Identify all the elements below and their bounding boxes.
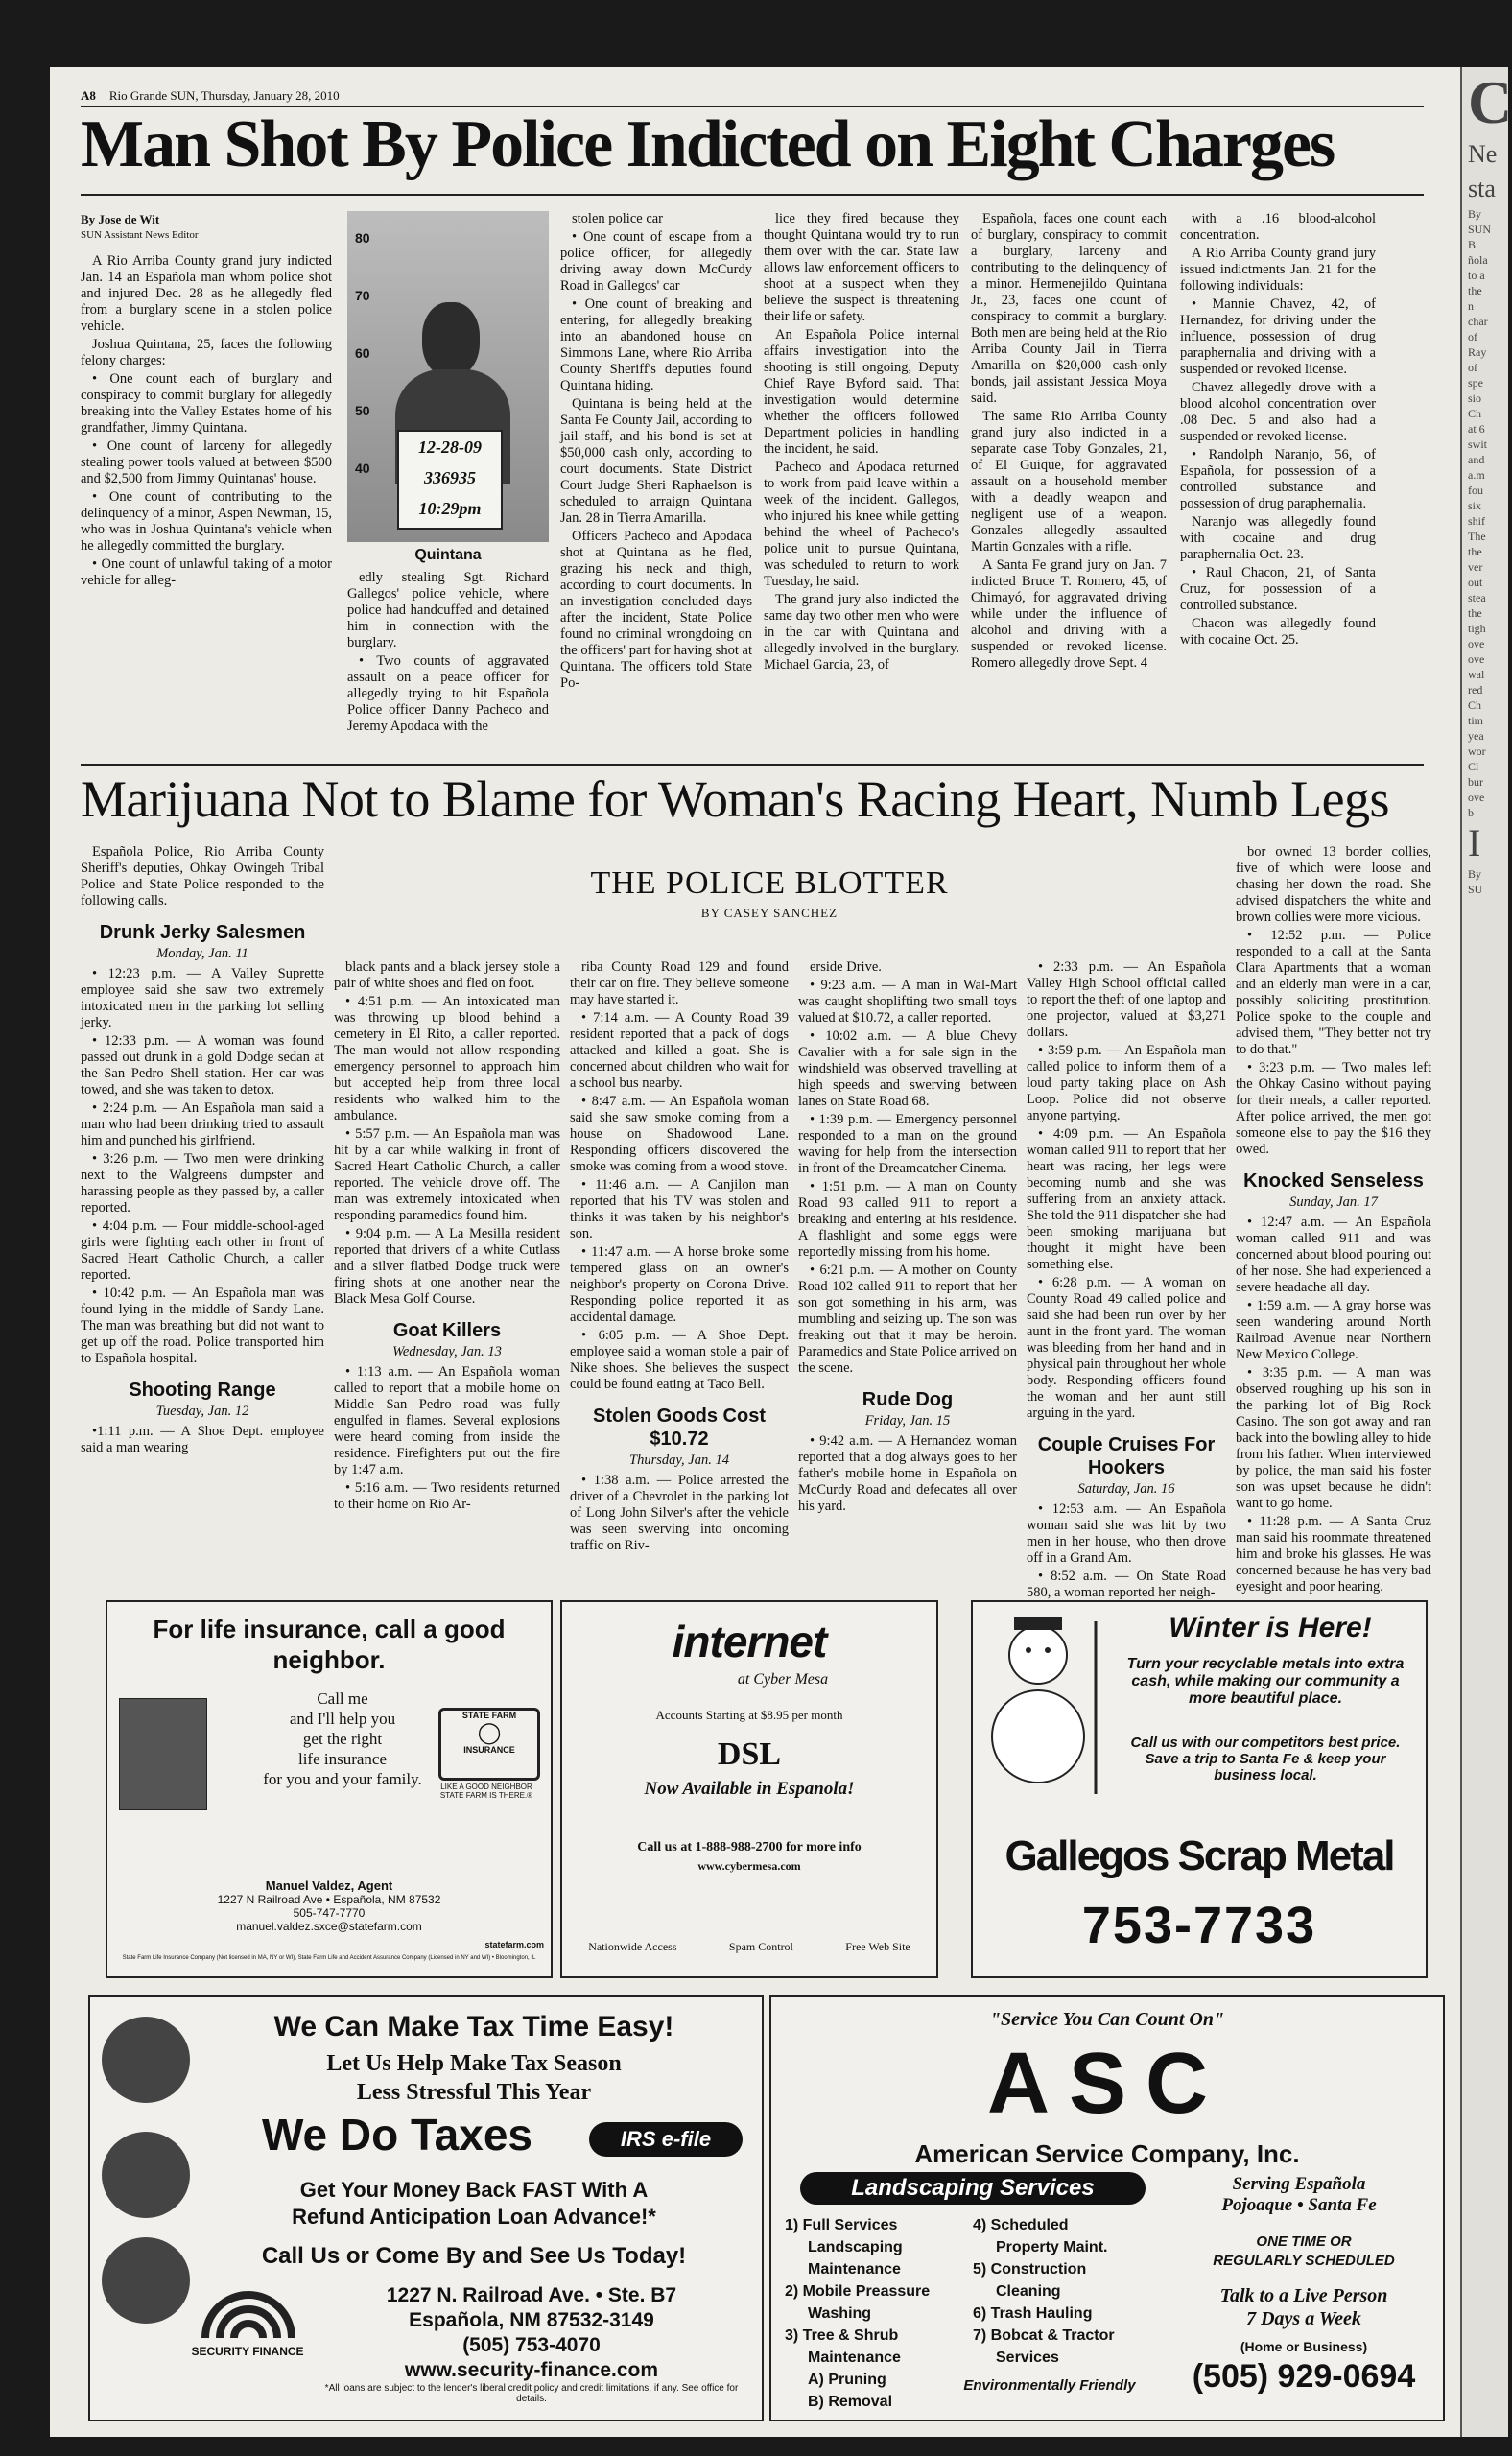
agent-email: manuel.valdez.sxce@statefarm.com: [236, 1920, 422, 1933]
ad-dsl: DSL: [717, 1736, 782, 1772]
paragraph: The grand jury also indicted the same day two other men who were in the car with Quintana and allegedly involved in the burglary. Michael Garcia, 23, of: [764, 592, 959, 673]
paragraph: • 9:04 p.m. — A La Mesilla resident reported that drivers of a white Cutlass and a silver flatbed Dodge truck were firing shots at one another near the Black Mesa Golf Course.: [334, 1226, 560, 1307]
paragraph: • 1:59 a.m. — A gray horse was seen wandering around North Railroad Avenue near Northern New Mexico College.: [1236, 1298, 1431, 1362]
edge-text: spe: [1468, 376, 1483, 390]
edge-text: the: [1468, 606, 1482, 620]
feature: Spam Control: [728, 1940, 793, 1953]
headline-blotter: Marijuana Not to Blame for Woman's Racing Heart, Numb Legs: [81, 770, 1390, 828]
talk-live: Talk to a Live Person: [1219, 2285, 1388, 2306]
dateline: Wednesday, Jan. 13: [392, 1344, 502, 1359]
ad-body-2: Call us with our competitors best price. Save a trip to Santa Fe & keep your business local.: [1130, 1735, 1401, 1783]
paragraph: • Randolph Naranjo, 56, of Española, for possession of a controlled substance and possession of drug paraphernalia.: [1180, 447, 1376, 511]
ad-features: [562, 1940, 936, 1954]
edge-text: of: [1468, 361, 1477, 374]
tax-line: We Can Make Tax Time Easy!: [273, 2011, 674, 2043]
edge-text: char: [1468, 315, 1488, 328]
paragraph: • 12:23 p.m. — A Valley Suprette employee said she saw two extremely intoxicated men in the parking lot selling jerky.: [81, 966, 324, 1030]
story1-col5: [971, 211, 1167, 758]
paragraph: • 7:14 a.m. — A County Road 39 resident reported that a pack of dogs attacked and killed a goat. She is concerned about children who wait for a school bus nearby.: [570, 1010, 789, 1091]
tax-fine-print: *All loans are subject to the lender's liberal credit policy and credit limitations, if any. See office for details.: [324, 2383, 739, 2404]
snowman-icon: [980, 1612, 1115, 1804]
height-mark: 60: [355, 345, 370, 361]
edge-text: ove: [1468, 652, 1485, 666]
blotter-byline: BY CASEY SANCHEZ: [700, 906, 839, 920]
paragraph: • 1:39 p.m. — Emergency personnel responded to a man on the ground waving for help from the intersection in front of the Dreamcatcher Cinema.: [798, 1112, 1017, 1176]
ad-company: Gallegos Scrap Metal: [1004, 1832, 1394, 1879]
subhead: Knocked Senseless: [1243, 1170, 1424, 1192]
blotter-col2: [334, 959, 560, 1641]
edge-text: ove: [1468, 637, 1485, 650]
agent-info: [107, 1878, 551, 1933]
paragraph: • One count each of burglary and conspiracy to commit burglary for allegedly breaking into the Valley Estates home of his grandfather, Jimmy Quintana.: [81, 371, 332, 436]
service-item: A) Pruning: [808, 2372, 886, 2388]
service-item: 4) Scheduled: [973, 2217, 1069, 2233]
ad-url: statefarm.com: [484, 1940, 544, 1949]
paragraph: • 6:28 p.m. — A woman on County Road 49 called police and said she had been run over by her aunt in the front yard. The woman was bleeding from her hand and in physical pain throughout her whole body. Responding officers found the woman and her aunt still arguing in the yard.: [1027, 1275, 1226, 1421]
edge-text: wal: [1468, 668, 1485, 681]
paragraph: • 5:16 a.m. — Two residents returned to their home on Rio Ar-: [334, 1480, 560, 1512]
story1-col3: [560, 211, 752, 758]
tax-line: Refund Anticipation Loan Advance!*: [292, 2205, 656, 2229]
paragraph: • 11:28 p.m. — A Santa Cruz man said his roommate threatened him and broke his glasses. He was concerned because he has very bad eyesight and poor hearing.: [1236, 1514, 1431, 1594]
edge-text: of: [1468, 330, 1477, 343]
paragraph: • 6:05 p.m. — A Shoe Dept. employee said a woman stole a pair of Nike shoes. She believes the suspect could be found eating at Taco Bell.: [570, 1328, 789, 1392]
ad-headline: For life insurance, call a good neighbor.: [153, 1615, 506, 1674]
edge-text: red: [1468, 683, 1483, 697]
feature: Nationwide Access: [588, 1940, 677, 1953]
paragraph: Quintana is being held at the Santa Fe County Jail, according to jail staff, and his bond is set at $50,000 cash only, according to court documents. State District Court Judge Sheri Raphaelson is scheduled to arraign Quintana Jan. 28 in Tierra Amarilla.: [560, 396, 752, 526]
ad-subtitle: at Cyber Mesa: [737, 1671, 829, 1688]
ad-dsl-sub: Now Available in Espanola!: [644, 1779, 855, 1799]
paragraph: Pacheco and Apodaca returned to work from paid leave within a week of the incident. Gallegos, who injured his knee while getting behind the wheel of Pacheco's police unit to pursue Quintana, was scheduled to return to work Tuesday, he said.: [764, 460, 959, 589]
edge-text: tigh: [1468, 622, 1486, 635]
ad-phone: 753-7733: [1081, 1897, 1317, 1954]
tax-preparer-photo: [102, 2017, 190, 2103]
service-item: Washing: [808, 2305, 872, 2322]
ad-phone: (505) 929-0694: [1192, 2358, 1416, 2395]
logo-bottom: INSURANCE: [463, 1745, 515, 1755]
edge-text: stea: [1468, 591, 1486, 604]
address-line: Española, NM 87532-3149: [409, 2309, 654, 2331]
body-line: get the right: [302, 1730, 383, 1748]
edge-text: ver: [1468, 560, 1483, 574]
paragraph: • 11:46 a.m. — A Canjilon man reported that his TV was stolen and thinks it was taken by his neighbor's son.: [570, 1177, 789, 1241]
edge-text: a.m: [1468, 468, 1485, 482]
ad-state-farm: [106, 1600, 553, 1978]
serving-line-2: Pojoaque • Santa Fe: [1221, 2195, 1377, 2215]
edge-text: ñola: [1468, 253, 1488, 267]
edge-text: tim: [1468, 714, 1484, 727]
blotter-col1: [81, 844, 324, 1641]
paragraph: Chavez allegedly drove with a blood alcohol concentration over .08 Dec. 5 and also had a suspended or revoked license.: [1180, 380, 1376, 444]
ad-tagline: "Service You Can Count On": [989, 2009, 1225, 2030]
agent-name: Manuel Valdez, Agent: [265, 1878, 393, 1893]
tax-address: [311, 2283, 752, 2383]
edge-text: the: [1468, 545, 1482, 558]
paragraph: • 12:33 p.m. — A woman was found passed out drunk in a gold Dodge sedan at the San Pedro Shell station. Her car was towed, and she was taken to detox.: [81, 1033, 324, 1098]
paragraph: The same Rio Arriba County grand jury also indicted in a separate case Toby Gonzales, 21, of El Guique, for aggravated assault on a household member with a deadly weapon and negligent use of a weapon. Gonzales allegedly assaulted Martin Gonzales with a rifle.: [971, 409, 1167, 555]
paragraph: • 4:51 p.m. — An intoxicated man was throwing up blood behind a cemetery in El Rito, a caller reported. The man would not allow responding emergency personnel to approach him but accepted help from three local residents who walked him to the ambulance.: [334, 994, 560, 1123]
edge-text: b: [1468, 806, 1474, 819]
story1-col2: [347, 570, 549, 762]
paragraph: • 5:57 p.m. — An Española man was hit by a car while walking in front of Sacred Heart Catholic Church, a caller reported. The vehicle drove off. The man was extremely intoxicated when responding paramedics found him.: [334, 1126, 560, 1223]
agent-phone: 505-747-7770: [293, 1906, 366, 1920]
paragraph: • One count of breaking and entering, for allegedly breaking into an abandoned house on Simmons Lane, where Rio Arriba County Sheriff's deputies found Quintana hiding.: [560, 296, 752, 393]
body-line: Call me: [317, 1689, 368, 1708]
subhead: Drunk Jerky Salesmen: [99, 922, 306, 943]
story1-col1: [81, 211, 332, 748]
service-item: 6) Trash Hauling: [973, 2305, 1093, 2322]
paragraph: with a .16 blood-alcohol concentration.: [1180, 211, 1376, 243]
dateline: Thursday, Jan. 14: [629, 1452, 729, 1468]
placard-time: 10:29pm: [418, 499, 482, 518]
edge-text: and: [1468, 453, 1485, 466]
dateline: Saturday, Jan. 16: [1077, 1481, 1175, 1497]
paragraph: lice they fired because they thought Quintana would try to run them over with the car. State law allows law enforcement officers to shoot at a suspect when they believe the suspect is threatening their life or safety.: [764, 211, 959, 324]
paragraph: • 4:09 p.m. — An Española woman called 911 to report that her heart was racing, her legs were becoming numb and she was suffering from an anxiety attack. She told the 911 dispatcher she had been smoking marijuana but thought it might have been something else.: [1027, 1126, 1226, 1272]
paragraph: • 1:38 a.m. — Police arrested the driver of a Chevrolet in the parking lot of Long John Silver's after the vehicle was seen swerving into oncoming traffic on Riv-: [570, 1473, 789, 1553]
edge-text: Ray: [1468, 345, 1487, 359]
tax-line: Let Us Help Make Tax Season: [326, 2051, 622, 2076]
url: www.security-finance.com: [404, 2359, 659, 2381]
paragraph: Española Police, Rio Arriba County Sheriff's deputies, Ohkay Owingeh Tribal Police and State Police responded to the following calls.: [81, 844, 324, 909]
service-item: Landscaping: [808, 2239, 903, 2255]
paragraph: A Rio Arriba County grand jury issued indictments Jan. 21 for the following individuals:: [1180, 246, 1376, 294]
ad-gallegos-scrap: [971, 1600, 1428, 1978]
paragraph: • 2:33 p.m. — An Española Valley High School official called to report the theft of one laptop and one projector, valued at $3,271 dollars.: [1027, 959, 1226, 1040]
folio: [81, 88, 340, 104]
byline: By Jose de Wit: [81, 212, 160, 226]
edge-text: wor: [1468, 744, 1486, 758]
dateline: Monday, Jan. 11: [156, 946, 248, 961]
ad-price: Accounts Starting at $8.95 per month: [655, 1708, 843, 1722]
paper-dateline: Rio Grande SUN, Thursday, January 28, 2010: [108, 88, 340, 103]
dateline: Tuesday, Jan. 12: [155, 1404, 249, 1419]
paragraph: • 9:23 a.m. — A man in Wal-Mart was caught shoplifting two small toys valued at $10.72, a caller reported.: [798, 978, 1017, 1026]
ad-security-finance: [88, 1996, 764, 2421]
asc-logo: ASC: [986, 2036, 1228, 2132]
service-item: 5) Construction: [973, 2261, 1087, 2278]
edge-text: Ch: [1468, 407, 1482, 420]
edge-text: The: [1468, 530, 1486, 543]
security-finance-logo-text: SECURITY FINANCE: [191, 2345, 304, 2358]
serving-line: Serving Española: [1232, 2174, 1366, 2194]
subhead: Rude Dog: [862, 1389, 954, 1410]
paragraph: An Española Police internal affairs investigation into the shooting is still ongoing, Deputy Chief Raye Byford said. That investigation would determine whether the officers followed Department policies in handling the incident, he said.: [764, 327, 959, 457]
state-farm-logo: [438, 1708, 540, 1781]
story1-col6: [1180, 211, 1376, 758]
edge-text: Ne: [1468, 140, 1498, 168]
edge-text: B: [1468, 238, 1477, 251]
paragraph: • 8:52 a.m. — On State Road 580, a woman reported her neigh-: [1027, 1569, 1226, 1600]
height-mark: 70: [355, 288, 370, 303]
subhead: Shooting Range: [129, 1380, 276, 1401]
byline-title: SUN Assistant News Editor: [81, 229, 199, 241]
paragraph: • Two counts of aggravated assault on a peace officer for allegedly trying to hit Española Police officer Danny Pacheco and Jeremy Apodaca with the: [347, 653, 549, 734]
newspaper-page: [50, 67, 1460, 2437]
service-item: Cleaning: [996, 2283, 1061, 2300]
ad-company: American Service Company, Inc.: [914, 2139, 1300, 2168]
paragraph: • One count of escape from a police officer, for allegedly driving away down McCurdy Road in Gallegos' car: [560, 229, 752, 294]
paragraph: • 1:51 p.m. — A man on County Road 93 called 911 to report a breaking and entering at his residence. A flashlight and some eggs were reportedly missing from his home.: [798, 1179, 1017, 1260]
paragraph: • 1:13 a.m. — An Española woman called to report that a mobile home on Middle San Pedro road was fully engulfed in flames. Several explosions were heard coming from inside the residence. Firefighters put out the fire by 1:47 a.m.: [334, 1364, 560, 1477]
dateline: Sunday, Jan. 17: [1289, 1194, 1378, 1210]
logo-tagline: LIKE A GOOD NEIGHBOR STATE FARM IS THERE.®: [439, 1783, 533, 1800]
blotter-title: THE POLICE BLOTTER: [590, 865, 949, 901]
paragraph: • 3:26 p.m. — Two men were drinking next to the Walgreens dumpster and harassing people as they passed by, a caller reported.: [81, 1151, 324, 1216]
paragraph: • 10:42 p.m. — An Española man was found lying in the middle of Sandy Lane. The man was breathing but did not want to get up off the road. Police transported him to Española hospital.: [81, 1286, 324, 1366]
days: 7 Days a Week: [1246, 2308, 1361, 2329]
edge-text: to a: [1468, 269, 1485, 282]
paragraph: • 12:53 a.m. — An Española woman said she was hit by two men in her house, who then drove off in a Grand Am.: [1027, 1501, 1226, 1566]
paragraph: • One count of larceny for allegedly stealing power tools valued at between $500 and $2,500 from Jimmy Quintanas' house.: [81, 438, 332, 486]
ad-body: [251, 1688, 434, 1789]
ad-body: Turn your recyclable metals into extra cash, while making our community a more beautiful place.: [1126, 1656, 1405, 1707]
paragraph: • Mannie Chavez, 42, of Hernandez, for driving under the influence, possession of drug paraphernalia and driving with a suspended or revoked license.: [1180, 296, 1376, 377]
ad-band: Landscaping Services: [800, 2172, 1146, 2205]
paragraph: • 9:42 a.m. — A Hernandez woman reported that a dog always goes to her father's mobile home in Española on McCurdy Road and defecates all over his yard.: [798, 1433, 1017, 1514]
headline-main: Man Shot By Police Indicted on Eight Charges: [81, 107, 1335, 181]
edge-text: n: [1468, 299, 1474, 313]
height-mark: 80: [355, 230, 370, 246]
feature: Free Web Site: [845, 1940, 910, 1953]
edge-text: yea: [1468, 729, 1484, 743]
home-business: (Home or Business): [1240, 2339, 1368, 2354]
ad-title: Winter is Here!: [1169, 1612, 1372, 1643]
edge-text: Cl: [1468, 760, 1479, 773]
adjacent-page-edge: [1460, 67, 1512, 2437]
ad-fine-print: State Farm Life Insurance Company (Not licensed in MA, NY or WI), State Farm Life and Accident Assurance Company (Licensed in NY and WI) • Bloomington, IL: [122, 1955, 536, 1961]
paragraph: • 12:52 p.m. — Police responded to a call at the Santa Clara Apartments that a woman and an elderly man were in a car, possibly soliciting prostitution. Police spoke to the couple and advised them, "They better not try to do that.": [1236, 928, 1431, 1057]
dateline: Friday, Jan. 15: [864, 1413, 951, 1429]
paragraph: Española, faces one count each of burglary, conspiracy to commit a burglary, larceny and contributing to the delinquency of a minor. Hermenejildo Quintana Jr., 23, faces one count of conspiracy to commit a burglary. Both men are being held at the Rio Arriba County Jail in Tierra Amarilla on $20,000 cash-only bonds, jail assistant Jessica Moya said.: [971, 211, 1167, 406]
edge-text: SU: [1468, 883, 1483, 896]
edge-text: at 6: [1468, 422, 1485, 436]
paragraph: • 4:04 p.m. — Four middle-school-aged girls were fighting each other in front of Sacred Heart Catholic Church, a caller reported.: [81, 1218, 324, 1283]
service-item: Property Maint.: [996, 2239, 1108, 2255]
edge-text: ove: [1468, 791, 1485, 804]
service-item: 2) Mobile Preassure: [785, 2283, 931, 2300]
edge-text: out: [1468, 576, 1483, 589]
irs-efile-logo: IRS e-file: [589, 2122, 743, 2157]
paragraph: • 3:35 p.m. — A man was observed roughing up his son in the parking lot of Big Rock Casino. The son got away and ran back into the bowling alley to hide from his father. When interviewed by police, the man said his foster son was upset because he didn't want to go home.: [1236, 1365, 1431, 1511]
edge-text: swit: [1468, 437, 1488, 451]
booking-placard: [397, 430, 503, 530]
edge-text: shif: [1468, 514, 1485, 528]
paragraph: • 6:21 p.m. — A mother on County Road 102 called 911 to report that her son got something in his arm, was mumbling and seizing up. The son was freaking out that it may be heroin. Paramedics and State Police arrived on the scene.: [798, 1263, 1017, 1376]
service-item: Maintenance: [808, 2350, 901, 2366]
paragraph: • One count of contributing to the delinquency of a minor, Aspen Newman, 15, who was in Joshua Quintana's vehicle when he allegedly committed the burglary.: [81, 489, 332, 554]
paragraph: bor owned 13 border collies, five of which were loose and chasing her down the road. She advised dispatchers the white and brown collies were more vicious.: [1236, 844, 1431, 925]
edge-text: bur: [1468, 775, 1483, 789]
paragraph: Officers Pacheco and Apodaca shot at Quintana as he fled, grazing his neck and thigh, according to court documents. In an investigation concluded days after the incident, State Police found no criminal wrongdoing on the officers' part for having shot at Quintana. The officers told State Po-: [560, 529, 752, 691]
headline-rule: [81, 194, 1424, 196]
service-item: 7) Bobcat & Tractor: [973, 2327, 1115, 2344]
paragraph: • 8:47 a.m. — An Española woman said she saw smoke coming from a house on Shadowood Lane. Responding officers discovered the smoke was coming from a wood stove.: [570, 1094, 789, 1174]
services-mid: [973, 2214, 1165, 2369]
section-rule: [81, 764, 1424, 766]
logo-top: STATE FARM: [461, 1711, 517, 1720]
paragraph: • 10:02 a.m. — A blue Chevy Cavalier with a for sale sign in the windshield was observed travelling at high speeds and swerving between lanes on State Road 68.: [798, 1028, 1017, 1109]
edge-text: the: [1468, 284, 1482, 297]
paragraph: edly stealing Sgt. Richard Gallegos' police vehicle, where police had handcuffed and detained him in connection with the burglary.: [347, 570, 549, 650]
mugshot-photo: [347, 211, 549, 542]
blotter-col3: [570, 959, 789, 1641]
paragraph: • 12:47 a.m. — An Española woman called 911 and was concerned about blood pouring out of her nose. She had experienced a severe headache all day.: [1236, 1215, 1431, 1295]
photo-caption: Quintana: [414, 547, 482, 563]
logo-ovals-icon: ◯: [477, 1720, 502, 1744]
service-item: 3) Tree & Shrub: [785, 2327, 899, 2344]
placard-date: 12-28-09: [418, 437, 482, 457]
subhead: Goat Killers: [392, 1320, 502, 1341]
security-finance-logo-icon: [196, 2285, 301, 2343]
ad-url: www.cybermesa.com: [697, 1859, 801, 1873]
service-item: 1) Full Services: [785, 2217, 898, 2233]
paragraph: • One count of unlawful taking of a motor vehicle for alleg-: [81, 556, 332, 588]
ad-call: Call us at 1-888-988-2700 for more info: [637, 1840, 862, 1854]
tax-headline: We Do Taxes: [261, 2110, 533, 2160]
paragraph: Joshua Quintana, 25, faces the following felony charges:: [81, 337, 332, 368]
paragraph: black pants and a black jersey stole a pair of white shoes and fled on foot.: [334, 959, 560, 991]
body-line: life insurance: [297, 1750, 388, 1768]
paragraph: erside Drive.: [810, 959, 882, 975]
height-mark: 50: [355, 403, 370, 418]
edge-text: I: [1468, 821, 1481, 864]
paragraph: • 11:47 a.m. — A horse broke some tempered glass on an owner's neighbor's property on Corona Drive. Responding police reported it as accidental damage.: [570, 1244, 789, 1325]
ad-title: internet: [672, 1617, 827, 1666]
scheduled: REGULARLY SCHEDULED: [1213, 2253, 1395, 2269]
edge-text: sio: [1468, 391, 1482, 405]
edge-text: fou: [1468, 484, 1483, 497]
edge-text: sta: [1468, 175, 1496, 202]
services-left: [785, 2214, 977, 2413]
body-line: and I'll help you: [289, 1710, 396, 1728]
eco-badge: Environmentally Friendly: [963, 2377, 1136, 2394]
page-number: A8: [81, 88, 96, 103]
tax-line: Get Your Money Back FAST With A: [299, 2178, 649, 2202]
tax-line: Call Us or Come By and See Us Today!: [261, 2243, 687, 2269]
edge-text: SUN: [1468, 223, 1492, 236]
agent-address: 1227 N Railroad Ave • Española, NM 87532: [217, 1893, 441, 1906]
paragraph: • Raul Chacon, 21, of Santa Cruz, for possession of a controlled substance.: [1180, 565, 1376, 613]
blotter-col6: [1236, 844, 1431, 1641]
agent-photo: [119, 1698, 207, 1810]
service-item: Maintenance: [808, 2261, 901, 2278]
story1-col4: [764, 211, 959, 758]
paragraph: A Rio Arriba County grand jury indicted Jan. 14 an Española man whom police shot and injured Dec. 28 as he allegedly fled from a burglary scene in a stolen police vehicle.: [81, 253, 332, 334]
blotter-col5: [1027, 959, 1226, 1641]
paragraph: •1:11 p.m. — A Shoe Dept. employee said a man wearing: [81, 1424, 324, 1455]
height-mark: 40: [355, 460, 370, 476]
paragraph: riba County Road 129 and found their car on fire. They believe someone may have started it.: [570, 959, 789, 1007]
edge-text: By: [1468, 207, 1482, 221]
blotter-col4: [798, 959, 1017, 1641]
paragraph: stolen police car: [572, 211, 664, 226]
edge-text: By: [1468, 867, 1482, 881]
paragraph: A Santa Fe grand jury on Jan. 7 indicted Bruce T. Romero, 45, of Chimayó, for aggravated driving while under the influence of alcohol and driving with a suspended or revoked license. Romero allegedly drove Sept. 4: [971, 557, 1167, 671]
address-line: 1227 N. Railroad Ave. • Ste. B7: [386, 2284, 677, 2306]
service-item: Services: [996, 2350, 1059, 2366]
paragraph: Naranjo was allegedly found with cocaine and drug paraphernalia Oct. 23.: [1180, 514, 1376, 562]
paragraph: Chacon was allegedly found with cocaine Oct. 25.: [1180, 616, 1376, 648]
paragraph: • 3:59 p.m. — An Española man called police to inform them of a loud party taking place on Ash Loop. Police did not observe anyone partying.: [1027, 1043, 1226, 1123]
subhead: Stolen Goods Cost $10.72: [593, 1405, 766, 1450]
tax-preparer-photo: [102, 2132, 190, 2218]
one-time: ONE TIME OR: [1256, 2233, 1352, 2250]
service-item: B) Removal: [808, 2394, 893, 2410]
ad-asc-landscaping: [769, 1996, 1445, 2421]
paragraph: • 3:23 p.m. — Two males left the Ohkay Casino without paying for their meals, a caller reported. After police arrived, the men got someone else to pay the $16 they owed.: [1236, 1060, 1431, 1157]
phone: (505) 753-4070: [462, 2334, 601, 2356]
tax-line: Less Stressful This Year: [356, 2080, 592, 2105]
ad-cyber-mesa: [560, 1600, 938, 1978]
edge-text: Ch: [1468, 698, 1482, 712]
tax-preparer-photo: [102, 2237, 190, 2324]
body-line: for you and your family.: [263, 1770, 422, 1788]
placard-number: 336935: [424, 468, 476, 487]
paragraph: • 2:24 p.m. — An Española man said a man who had been drinking tried to assault him and punched his girlfriend.: [81, 1100, 324, 1148]
edge-text: C: [1468, 68, 1512, 136]
subhead: Couple Cruises For Hookers: [1037, 1434, 1216, 1478]
edge-text: six: [1468, 499, 1482, 512]
